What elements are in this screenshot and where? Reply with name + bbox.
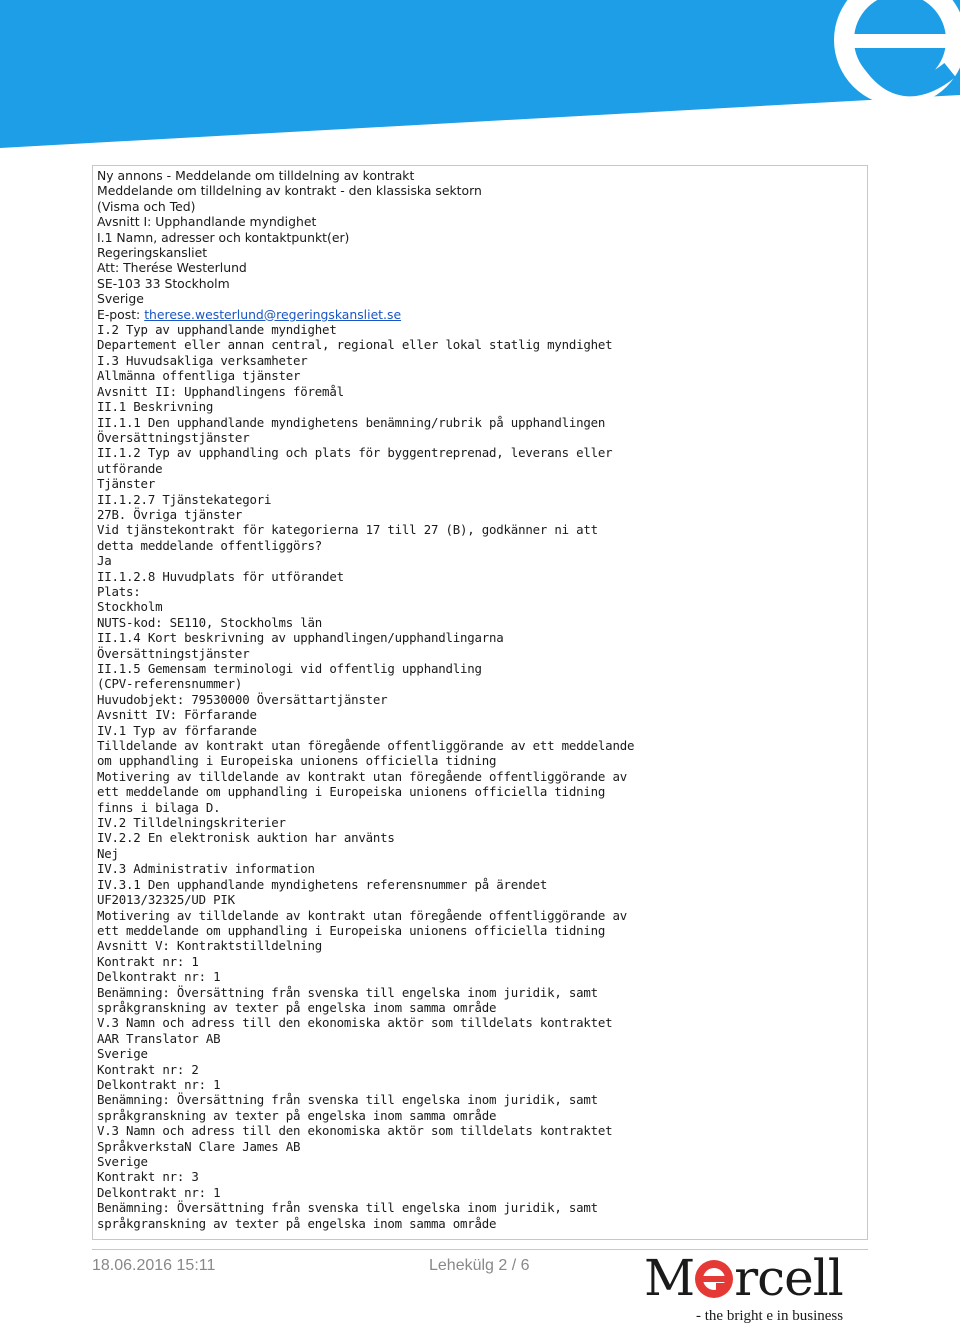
- header-band: [0, 0, 960, 150]
- text-line: ett meddelande om upphandling i Europeiska unionens officiella tidning: [97, 784, 606, 800]
- text-line: Kontrakt nr: 3: [97, 1169, 199, 1185]
- text-line: I.1 Namn, adresser och kontaktpunkt(er): [97, 229, 350, 245]
- text-line: om upphandling i Europeiska unionens officiella tidning: [97, 753, 497, 769]
- text-line: Att: Therése Westerlund: [97, 260, 247, 276]
- footer-date: 18.06.2016 15:11: [92, 1257, 216, 1274]
- text-line: Översättningstjänster: [97, 645, 250, 661]
- text-line: Avsnitt V: Kontraktstilldelning: [97, 938, 323, 954]
- text-line: V.3 Namn och adress till den ekonomiska aktör som tilldelats kontraktet: [97, 1015, 613, 1031]
- text-line: språkgranskning av texter på engelska inom samma område: [97, 999, 497, 1015]
- text-line: Kontrakt nr: 1: [97, 953, 199, 969]
- text-line: II.1.2 Typ av upphandling och plats för byggentreprenad, leverans eller: [97, 445, 613, 461]
- text-line: NUTS-kod: SE110, Stockholms län: [97, 614, 323, 630]
- text-line: Benämning: Översättning från svenska till engelska inom juridik, samt: [97, 984, 598, 1000]
- text-line: I.3 Huvudsakliga verksamheter: [97, 352, 308, 368]
- text-line: Motivering av tilldelande av kontrakt utan föregående offentliggörande av: [97, 768, 627, 784]
- email-link[interactable]: therese.westerlund@regeringskansliet.se: [144, 306, 402, 322]
- text-line: V.3 Namn och adress till den ekonomiska aktör som tilldelats kontraktet: [97, 1123, 613, 1139]
- brand-word-start: M: [644, 1249, 695, 1307]
- text-line: Regeringskansliet: [97, 245, 208, 261]
- text-line: Meddelande om tilldelning av kontrakt - den klassiska sektorn: [97, 183, 482, 199]
- text-line: språkgranskning av texter på engelska inom samma område: [97, 1215, 497, 1231]
- text-line: Benämning: Översättning från svenska till engelska inom juridik, samt: [97, 1200, 598, 1216]
- text-line: detta meddelande offentliggörs?: [97, 537, 323, 553]
- text-line: utförande: [97, 460, 163, 476]
- brand-tagline: - the bright e in business: [696, 1308, 844, 1324]
- text-line: Sverige: [97, 291, 144, 307]
- text-line: Plats:: [97, 583, 141, 599]
- text-line: Vid tjänstekontrakt för kategorierna 17 till 27 (B), godkänner ni att: [97, 522, 598, 538]
- text-line: Motivering av tilldelande av kontrakt utan föregående offentliggörande av: [97, 907, 627, 923]
- text-line: IV.1 Typ av förfarande: [97, 722, 257, 738]
- text-line: Departement eller annan central, regional eller lokal statlig myndighet: [97, 337, 613, 353]
- text-line: språkgranskning av texter på engelska inom samma område: [97, 1107, 497, 1123]
- text-line: II.1.2.7 Tjänstekategori: [97, 491, 272, 507]
- text-line: Stockholm: [97, 599, 163, 615]
- text-line: Delkontrakt nr: 1: [97, 969, 221, 985]
- text-line: Tjänster: [97, 476, 156, 492]
- text-line: AAR Translator AB: [97, 1030, 221, 1046]
- text-line: Avsnitt I: Upphandlande myndighet: [97, 214, 317, 230]
- brand-wordmark: [644, 1250, 843, 1306]
- text-line: Ny annons - Meddelande om tilldelning av kontrakt: [97, 168, 415, 183]
- text-line: UF2013/32325/UD PIK: [97, 892, 235, 908]
- email-line: [97, 307, 857, 322]
- text-line: Sverige: [97, 1154, 148, 1169]
- text-line: 27B. Övriga tjänster: [97, 506, 243, 522]
- notice-text: [97, 168, 857, 1231]
- footer-page-number: Lehekülg 2 / 6: [429, 1257, 530, 1274]
- brand-e-icon: [694, 1259, 734, 1299]
- text-line: II.1 Beskrivning: [97, 399, 214, 415]
- text-line: II.1.1 Den upphandlande myndighetens benämning/rubrik på upphandlingen: [97, 414, 606, 430]
- text-line: SE-103 33 Stockholm: [97, 275, 230, 291]
- text-line: Tilldelande av kontrakt utan föregående offentliggörande av ett meddelande: [97, 738, 635, 754]
- text-line: (CPV-referensnummer): [97, 676, 243, 692]
- text-line: Sverige: [97, 1046, 148, 1062]
- text-line: Allmänna offentliga tjänster: [97, 368, 301, 384]
- text-line: SpråkverkstaN Clare James AB: [97, 1138, 301, 1154]
- text-line: Nej: [97, 845, 119, 861]
- text-line: IV.2.2 En elektronisk auktion har använts: [97, 830, 395, 846]
- text-line: finns i bilaga D.: [97, 799, 221, 815]
- brand-word-end: rcell: [734, 1249, 843, 1307]
- text-line: (Visma och Ted): [97, 198, 196, 214]
- text-line: ett meddelande om upphandling i Europeiska unionens officiella tidning: [97, 922, 606, 938]
- text-line: II.1.5 Gemensam terminologi vid offentlig upphandling: [97, 661, 482, 676]
- text-line: II.1.2.8 Huvudplats för utförandet: [97, 568, 344, 584]
- text-line: Kontrakt nr: 2: [97, 1061, 199, 1077]
- text-line: Översättningstjänster: [97, 429, 250, 445]
- brand-swirl-icon: [0, 0, 960, 150]
- text-line: IV.3.1 Den upphandlande myndighetens referensnummer på ärendet: [97, 876, 548, 892]
- brand-logo: [640, 1250, 870, 1329]
- text-line: Ja: [97, 553, 112, 569]
- text-line: IV.2 Tilldelningskriterier: [97, 815, 286, 831]
- email-label: E-post:: [97, 306, 141, 322]
- text-line: Delkontrakt nr: 1: [97, 1184, 221, 1200]
- text-line: Huvudobjekt: 79530000 Översättartjänster: [97, 691, 388, 707]
- text-line: Delkontrakt nr: 1: [97, 1076, 221, 1092]
- text-line: Benämning: Översättning från svenska till engelska inom juridik, samt: [97, 1092, 598, 1108]
- text-line: II.1.4 Kort beskrivning av upphandlingen/upphandlingarna: [97, 630, 504, 646]
- text-line: IV.3 Administrativ information: [97, 861, 315, 877]
- text-line: Avsnitt IV: Förfarande: [97, 707, 257, 723]
- text-line: I.2 Typ av upphandlande myndighet: [97, 322, 337, 338]
- text-line: Avsnitt II: Upphandlingens föremål: [97, 383, 344, 399]
